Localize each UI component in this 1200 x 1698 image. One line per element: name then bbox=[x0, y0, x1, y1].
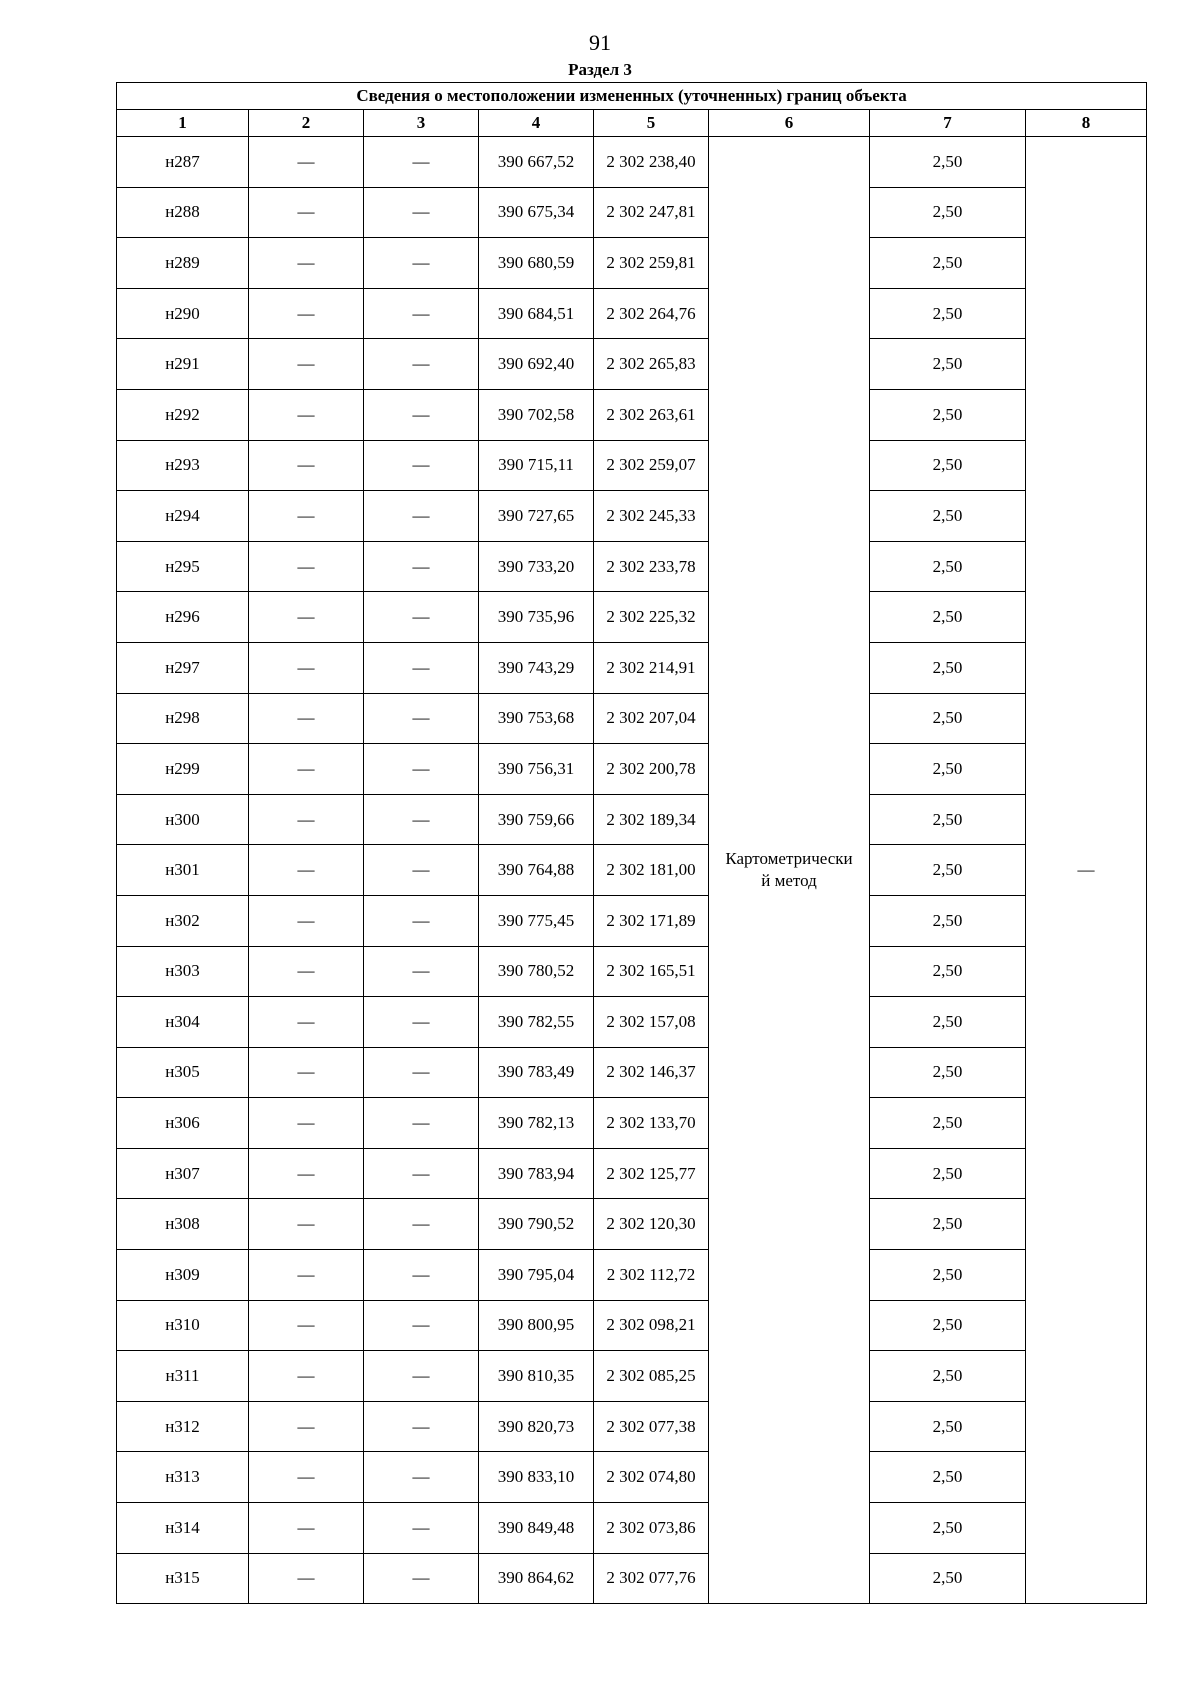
table-row bbox=[117, 895, 1147, 946]
y-coordinate-cell: 2 302 120,30 bbox=[594, 1199, 709, 1250]
point-name-cell: н314 bbox=[117, 1503, 249, 1554]
column-2-cell: — bbox=[249, 238, 364, 289]
column-3-cell: — bbox=[364, 1452, 479, 1503]
column-2-cell: — bbox=[249, 1351, 364, 1402]
column-3-cell: — bbox=[364, 794, 479, 845]
precision-cell: 2,50 bbox=[870, 1503, 1026, 1554]
column-3-cell: — bbox=[364, 187, 479, 238]
table-row bbox=[117, 997, 1147, 1048]
y-coordinate-cell: 2 302 200,78 bbox=[594, 744, 709, 795]
column-header: 7 bbox=[870, 110, 1026, 137]
point-name-cell: н305 bbox=[117, 1047, 249, 1098]
page-number: 91 bbox=[589, 30, 611, 55]
y-coordinate-cell: 2 302 098,21 bbox=[594, 1300, 709, 1351]
y-coordinate-cell: 2 302 171,89 bbox=[594, 895, 709, 946]
y-coordinate-cell: 2 302 238,40 bbox=[594, 137, 709, 188]
x-coordinate-cell: 390 849,48 bbox=[479, 1503, 594, 1554]
point-name-cell: н306 bbox=[117, 1098, 249, 1149]
point-name-cell: н287 bbox=[117, 137, 249, 188]
column-3-cell: — bbox=[364, 946, 479, 997]
y-coordinate-cell: 2 302 165,51 bbox=[594, 946, 709, 997]
x-coordinate-cell: 390 715,11 bbox=[479, 440, 594, 491]
x-coordinate-cell: 390 783,94 bbox=[479, 1148, 594, 1199]
x-coordinate-cell: 390 780,52 bbox=[479, 946, 594, 997]
point-name-cell: н300 bbox=[117, 794, 249, 845]
column-2-cell: — bbox=[249, 592, 364, 643]
precision-cell: 2,50 bbox=[870, 238, 1026, 289]
y-coordinate-cell: 2 302 146,37 bbox=[594, 1047, 709, 1098]
precision-cell: 2,50 bbox=[870, 895, 1026, 946]
table-row bbox=[117, 1401, 1147, 1452]
column-3-cell: — bbox=[364, 440, 479, 491]
x-coordinate-cell: 390 782,13 bbox=[479, 1098, 594, 1149]
y-coordinate-cell: 2 302 074,80 bbox=[594, 1452, 709, 1503]
column-2-cell: — bbox=[249, 997, 364, 1048]
y-coordinate-cell: 2 302 157,08 bbox=[594, 997, 709, 1048]
y-coordinate-cell: 2 302 189,34 bbox=[594, 794, 709, 845]
precision-cell: 2,50 bbox=[870, 794, 1026, 845]
column-3-cell: — bbox=[364, 1351, 479, 1402]
column-2-cell: — bbox=[249, 389, 364, 440]
table-row bbox=[117, 744, 1147, 795]
precision-cell: 2,50 bbox=[870, 744, 1026, 795]
point-name-cell: н315 bbox=[117, 1553, 249, 1604]
boundary-coordinates-table bbox=[116, 82, 1147, 1604]
point-name-cell: н309 bbox=[117, 1250, 249, 1301]
precision-cell: 2,50 bbox=[870, 137, 1026, 188]
table-row bbox=[117, 1250, 1147, 1301]
point-name-cell: н304 bbox=[117, 997, 249, 1048]
x-coordinate-cell: 390 702,58 bbox=[479, 389, 594, 440]
x-coordinate-cell: 390 692,40 bbox=[479, 339, 594, 390]
column-2-cell: — bbox=[249, 137, 364, 188]
column-3-cell: — bbox=[364, 642, 479, 693]
column-3-cell: — bbox=[364, 339, 479, 390]
column-3-cell: — bbox=[364, 1300, 479, 1351]
x-coordinate-cell: 390 753,68 bbox=[479, 693, 594, 744]
x-coordinate-cell: 390 675,34 bbox=[479, 187, 594, 238]
table-row bbox=[117, 440, 1147, 491]
column-2-cell: — bbox=[249, 440, 364, 491]
point-name-cell: н308 bbox=[117, 1199, 249, 1250]
column-header: 6 bbox=[709, 110, 870, 137]
column-3-cell: — bbox=[364, 137, 479, 188]
point-name-cell: н288 bbox=[117, 187, 249, 238]
column-2-cell: — bbox=[249, 1553, 364, 1604]
x-coordinate-cell: 390 733,20 bbox=[479, 541, 594, 592]
y-coordinate-cell: 2 302 077,38 bbox=[594, 1401, 709, 1452]
y-coordinate-cell: 2 302 259,81 bbox=[594, 238, 709, 289]
y-coordinate-cell: 2 302 259,07 bbox=[594, 440, 709, 491]
method-text-line1: Картометрически bbox=[725, 849, 853, 869]
table-row bbox=[117, 1503, 1147, 1554]
x-coordinate-cell: 390 800,95 bbox=[479, 1300, 594, 1351]
table-row bbox=[117, 1098, 1147, 1149]
table-row bbox=[117, 794, 1147, 845]
precision-cell: 2,50 bbox=[870, 1300, 1026, 1351]
precision-cell: 2,50 bbox=[870, 1351, 1026, 1402]
table-row bbox=[117, 845, 1147, 896]
point-name-cell: н312 bbox=[117, 1401, 249, 1452]
x-coordinate-cell: 390 684,51 bbox=[479, 288, 594, 339]
column-3-cell: — bbox=[364, 1553, 479, 1604]
column-header-row bbox=[117, 110, 1147, 137]
column-3-cell: — bbox=[364, 389, 479, 440]
x-coordinate-cell: 390 775,45 bbox=[479, 895, 594, 946]
y-coordinate-cell: 2 302 245,33 bbox=[594, 491, 709, 542]
precision-cell: 2,50 bbox=[870, 997, 1026, 1048]
column-header: 1 bbox=[117, 110, 249, 137]
precision-cell: 2,50 bbox=[870, 1199, 1026, 1250]
y-coordinate-cell: 2 302 181,00 bbox=[594, 845, 709, 896]
point-name-cell: н290 bbox=[117, 288, 249, 339]
y-coordinate-cell: 2 302 207,04 bbox=[594, 693, 709, 744]
x-coordinate-cell: 390 833,10 bbox=[479, 1452, 594, 1503]
column-3-cell: — bbox=[364, 744, 479, 795]
point-name-cell: н299 bbox=[117, 744, 249, 795]
column-2-cell: — bbox=[249, 187, 364, 238]
column-2-cell: — bbox=[249, 1300, 364, 1351]
table-row bbox=[117, 288, 1147, 339]
column-3-cell: — bbox=[364, 1148, 479, 1199]
precision-cell: 2,50 bbox=[870, 946, 1026, 997]
table-row bbox=[117, 1047, 1147, 1098]
precision-cell: 2,50 bbox=[870, 1452, 1026, 1503]
y-coordinate-cell: 2 302 125,77 bbox=[594, 1148, 709, 1199]
table-row bbox=[117, 592, 1147, 643]
table-row bbox=[117, 541, 1147, 592]
method-cell bbox=[709, 137, 870, 1604]
column-2-cell: — bbox=[249, 642, 364, 693]
precision-cell: 2,50 bbox=[870, 1250, 1026, 1301]
table-row bbox=[117, 946, 1147, 997]
column-2-cell: — bbox=[249, 1047, 364, 1098]
precision-cell: 2,50 bbox=[870, 1401, 1026, 1452]
column-2-cell: — bbox=[249, 946, 364, 997]
point-name-cell: н293 bbox=[117, 440, 249, 491]
y-coordinate-cell: 2 302 112,72 bbox=[594, 1250, 709, 1301]
x-coordinate-cell: 390 864,62 bbox=[479, 1553, 594, 1604]
precision-cell: 2,50 bbox=[870, 693, 1026, 744]
point-name-cell: н295 bbox=[117, 541, 249, 592]
point-name-cell: н311 bbox=[117, 1351, 249, 1402]
column-3-cell: — bbox=[364, 1503, 479, 1554]
point-name-cell: н292 bbox=[117, 389, 249, 440]
column-header: 2 bbox=[249, 110, 364, 137]
y-coordinate-cell: 2 302 225,32 bbox=[594, 592, 709, 643]
column-3-cell: — bbox=[364, 541, 479, 592]
table-row bbox=[117, 187, 1147, 238]
column-header: 5 bbox=[594, 110, 709, 137]
x-coordinate-cell: 390 667,52 bbox=[479, 137, 594, 188]
precision-cell: 2,50 bbox=[870, 187, 1026, 238]
precision-cell: 2,50 bbox=[870, 1553, 1026, 1604]
y-coordinate-cell: 2 302 264,76 bbox=[594, 288, 709, 339]
column-3-cell: — bbox=[364, 1098, 479, 1149]
x-coordinate-cell: 390 756,31 bbox=[479, 744, 594, 795]
y-coordinate-cell: 2 302 133,70 bbox=[594, 1098, 709, 1149]
column-2-cell: — bbox=[249, 794, 364, 845]
table-row bbox=[117, 1199, 1147, 1250]
x-coordinate-cell: 390 680,59 bbox=[479, 238, 594, 289]
x-coordinate-cell: 390 735,96 bbox=[479, 592, 594, 643]
x-coordinate-cell: 390 810,35 bbox=[479, 1351, 594, 1402]
point-name-cell: н298 bbox=[117, 693, 249, 744]
column-2-cell: — bbox=[249, 744, 364, 795]
column-header: 3 bbox=[364, 110, 479, 137]
y-coordinate-cell: 2 302 233,78 bbox=[594, 541, 709, 592]
precision-cell: 2,50 bbox=[870, 541, 1026, 592]
point-name-cell: н310 bbox=[117, 1300, 249, 1351]
precision-cell: 2,50 bbox=[870, 491, 1026, 542]
column-2-cell: — bbox=[249, 491, 364, 542]
column-header: 8 bbox=[1026, 110, 1147, 137]
y-coordinate-cell: 2 302 077,76 bbox=[594, 1553, 709, 1604]
column-2-cell: — bbox=[249, 541, 364, 592]
column-3-cell: — bbox=[364, 997, 479, 1048]
point-name-cell: н313 bbox=[117, 1452, 249, 1503]
y-coordinate-cell: 2 302 263,61 bbox=[594, 389, 709, 440]
precision-cell: 2,50 bbox=[870, 1047, 1026, 1098]
method-text-line2: й метод bbox=[761, 871, 817, 891]
column-3-cell: — bbox=[364, 238, 479, 289]
column-3-cell: — bbox=[364, 693, 479, 744]
table-row bbox=[117, 238, 1147, 289]
point-name-cell: н297 bbox=[117, 642, 249, 693]
column-8-cell: — bbox=[1026, 137, 1147, 1604]
column-header: 4 bbox=[479, 110, 594, 137]
column-3-cell: — bbox=[364, 1401, 479, 1452]
table-row bbox=[117, 389, 1147, 440]
precision-cell: 2,50 bbox=[870, 288, 1026, 339]
table-row bbox=[117, 1148, 1147, 1199]
table-row bbox=[117, 693, 1147, 744]
precision-cell: 2,50 bbox=[870, 1148, 1026, 1199]
precision-cell: 2,50 bbox=[870, 389, 1026, 440]
y-coordinate-cell: 2 302 073,86 bbox=[594, 1503, 709, 1554]
table-row bbox=[117, 1452, 1147, 1503]
point-name-cell: н294 bbox=[117, 491, 249, 542]
x-coordinate-cell: 390 782,55 bbox=[479, 997, 594, 1048]
section-title: Раздел 3 bbox=[568, 60, 632, 79]
table-row bbox=[117, 1300, 1147, 1351]
precision-cell: 2,50 bbox=[870, 440, 1026, 491]
column-2-cell: — bbox=[249, 339, 364, 390]
point-name-cell: н303 bbox=[117, 946, 249, 997]
table-row bbox=[117, 1351, 1147, 1402]
y-coordinate-cell: 2 302 247,81 bbox=[594, 187, 709, 238]
column-2-cell: — bbox=[249, 1148, 364, 1199]
y-coordinate-cell: 2 302 265,83 bbox=[594, 339, 709, 390]
column-2-cell: — bbox=[249, 288, 364, 339]
column-2-cell: — bbox=[249, 1401, 364, 1452]
precision-cell: 2,50 bbox=[870, 845, 1026, 896]
point-name-cell: н302 bbox=[117, 895, 249, 946]
y-coordinate-cell: 2 302 214,91 bbox=[594, 642, 709, 693]
table-caption: Сведения о местоположении измененных (уточненных) границ объекта bbox=[117, 83, 1147, 110]
column-2-cell: — bbox=[249, 1199, 364, 1250]
x-coordinate-cell: 390 790,52 bbox=[479, 1199, 594, 1250]
point-name-cell: н289 bbox=[117, 238, 249, 289]
x-coordinate-cell: 390 820,73 bbox=[479, 1401, 594, 1452]
column-2-cell: — bbox=[249, 1098, 364, 1149]
precision-cell: 2,50 bbox=[870, 642, 1026, 693]
point-name-cell: н291 bbox=[117, 339, 249, 390]
column-2-cell: — bbox=[249, 693, 364, 744]
point-name-cell: н296 bbox=[117, 592, 249, 643]
column-3-cell: — bbox=[364, 845, 479, 896]
x-coordinate-cell: 390 759,66 bbox=[479, 794, 594, 845]
column-3-cell: — bbox=[364, 1199, 479, 1250]
column-2-cell: — bbox=[249, 845, 364, 896]
table-row bbox=[117, 1553, 1147, 1604]
x-coordinate-cell: 390 727,65 bbox=[479, 491, 594, 542]
x-coordinate-cell: 390 764,88 bbox=[479, 845, 594, 896]
column-2-cell: — bbox=[249, 1503, 364, 1554]
table-row bbox=[117, 642, 1147, 693]
column-3-cell: — bbox=[364, 1250, 479, 1301]
x-coordinate-cell: 390 743,29 bbox=[479, 642, 594, 693]
column-3-cell: — bbox=[364, 491, 479, 542]
x-coordinate-cell: 390 783,49 bbox=[479, 1047, 594, 1098]
column-3-cell: — bbox=[364, 288, 479, 339]
precision-cell: 2,50 bbox=[870, 592, 1026, 643]
precision-cell: 2,50 bbox=[870, 1098, 1026, 1149]
column-2-cell: — bbox=[249, 1452, 364, 1503]
column-3-cell: — bbox=[364, 895, 479, 946]
x-coordinate-cell: 390 795,04 bbox=[479, 1250, 594, 1301]
point-name-cell: н301 bbox=[117, 845, 249, 896]
table-row bbox=[117, 491, 1147, 542]
precision-cell: 2,50 bbox=[870, 339, 1026, 390]
column-2-cell: — bbox=[249, 895, 364, 946]
y-coordinate-cell: 2 302 085,25 bbox=[594, 1351, 709, 1402]
column-2-cell: — bbox=[249, 1250, 364, 1301]
column-3-cell: — bbox=[364, 592, 479, 643]
table-row bbox=[117, 137, 1147, 188]
column-3-cell: — bbox=[364, 1047, 479, 1098]
table-row bbox=[117, 339, 1147, 390]
point-name-cell: н307 bbox=[117, 1148, 249, 1199]
